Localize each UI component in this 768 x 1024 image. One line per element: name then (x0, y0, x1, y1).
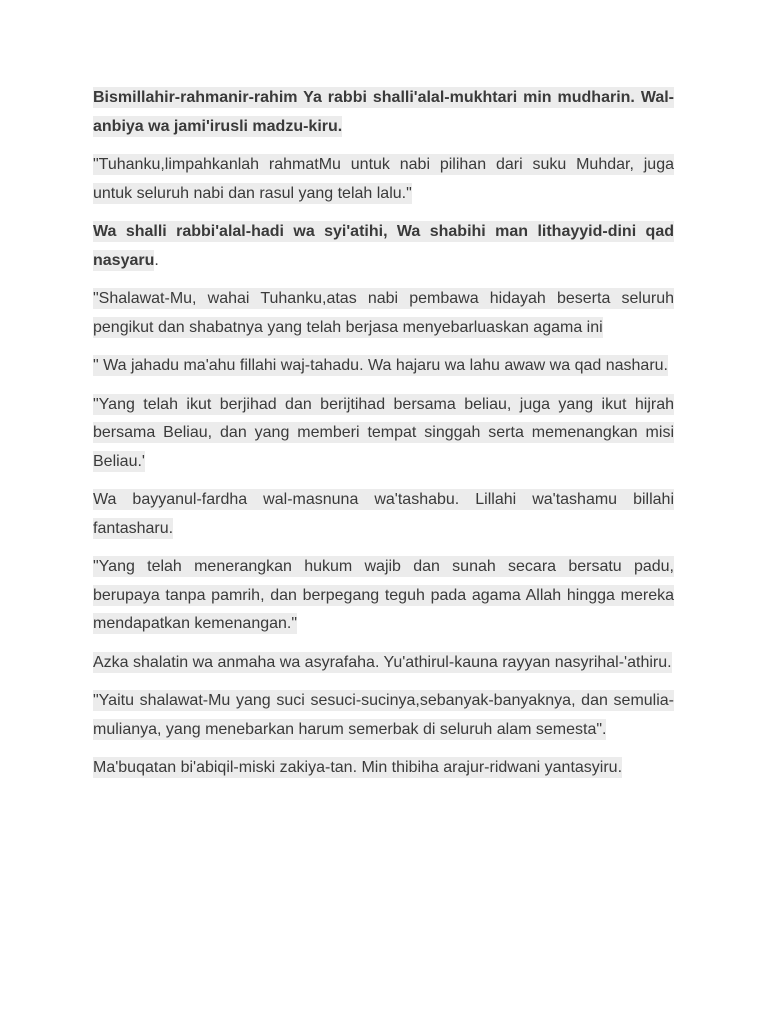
paragraph-10-text: "Yaitu shalawat-Mu yang suci sesuci-sucinya,sebanyak-banyaknya, dan semulia-mulianya, yang menebarkan harum semerbak di seluruh alam semesta". (93, 692, 674, 738)
paragraph-10-translation (93, 687, 674, 744)
paragraph-9-text: Azka shalatin wa anmaha wa asyrafaha. Yu'athirul-kauna rayyan nasyrihal-'athiru. (93, 653, 672, 671)
paragraph-2-text: "Tuhanku,limpahkanlah rahmatMu untuk nabi pilihan dari suku Muhdar, juga untuk seluruh nabi dan rasul yang telah lalu." (93, 156, 674, 202)
paragraph-3-text: Wa shalli rabbi'alal-hadi wa syi'atihi, Wa shabihi man lithayyid-dini qad nasyaru (93, 223, 674, 269)
document-body (93, 84, 674, 793)
paragraph-6-text: "Yang telah ikut berjihad dan berijtihad bersama beliau, juga yang ikut hijrah bersama Beliau, dan yang memberi tempat singgah serta memenangkan misi Beliau.' (93, 395, 674, 470)
paragraph-6-translation (93, 391, 674, 477)
paragraph-1-text: Bismillahir-rahmanir-rahim Ya rabbi shalli'alal-mukhtari min mudharin. Wal-anbiya wa jami'irusli madzu-kiru. (93, 89, 674, 135)
paragraph-11-text: Ma'buqatan bi'abiqil-miski zakiya-tan. Min thibiha arajur-ridwani yantasyiru. (93, 759, 623, 776)
paragraph-2-translation (93, 151, 674, 208)
paragraph-4-translation (93, 285, 674, 342)
paragraph-4-text: "Shalawat-Mu, wahai Tuhanku,atas nabi pembawa hidayah beserta seluruh pengikut dan shabatnya yang telah berjasa menyebarluaskan agama ini (93, 290, 674, 336)
paragraph-11-arabic-transliteration (93, 754, 674, 783)
paragraph-9-arabic-transliteration (93, 649, 674, 678)
paragraph-7-text: Wa bayyanul-fardha wal-masnuna wa'tashabu. Lillahi wa'tashamu billahi fantasharu. (93, 491, 674, 537)
paragraph-3-arabic-transliteration (93, 218, 674, 275)
paragraph-8-text: "Yang telah menerangkan hukum wajib dan sunah secara bersatu padu, berupaya tanpa pamrih, dan berpegang teguh pada agama Allah hingga mereka mendapatkan kemenangan." (93, 558, 674, 632)
paragraph-5-text: " Wa jahadu ma'ahu fillahi waj-tahadu. Wa hajaru wa lahu awaw wa qad nasharu. (93, 357, 668, 374)
paragraph-1-arabic-transliteration (93, 84, 674, 141)
paragraph-5-arabic-transliteration (93, 352, 674, 381)
paragraph-7-arabic-transliteration (93, 486, 674, 543)
paragraph-3-suffix: . (154, 251, 159, 269)
paragraph-8-translation (93, 553, 674, 639)
